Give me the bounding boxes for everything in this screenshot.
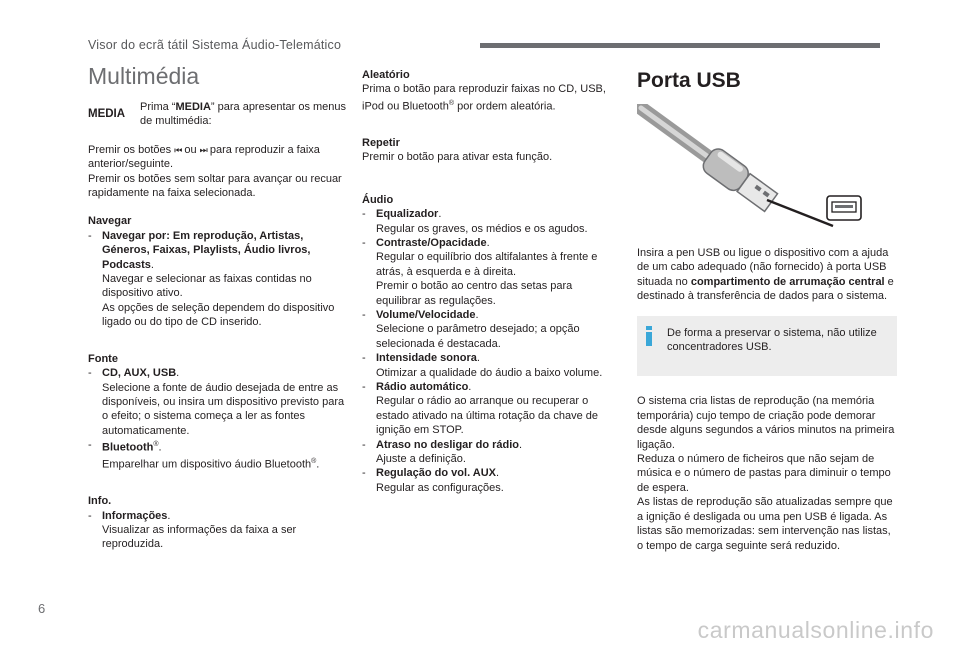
navegar-heading: Navegar — [88, 215, 132, 228]
audio-item-label: Contraste/Opacidade — [376, 236, 487, 249]
info-item-punct: . — [167, 509, 171, 522]
repetir-section — [362, 136, 618, 165]
audio-item-punct: . — [519, 438, 523, 451]
audio-item-desc: Ajuste a definição. — [376, 453, 466, 465]
usb-para-1-post: e destinado à transferência de dados para o sistema. — [637, 275, 894, 303]
fonte-item2-desc-line — [102, 455, 350, 472]
column-usb — [637, 68, 897, 553]
repetir-heading: Repetir — [362, 136, 400, 149]
audio-item — [362, 380, 618, 438]
fonte-item-bluetooth — [88, 438, 350, 472]
info-item-label: Informações — [102, 509, 168, 522]
audio-item — [362, 236, 618, 308]
audio-item-label: Volume/Velocidade — [376, 308, 476, 321]
skip-pre: Premir os botões — [88, 143, 175, 156]
skip-mid: ou — [181, 143, 200, 156]
fonte-item1-label: CD, AUX, USB — [102, 367, 177, 380]
audio-item-punct: . — [476, 352, 480, 365]
media-intro — [88, 100, 350, 129]
audio-item-label: Equalizador — [376, 208, 439, 221]
navegar-item — [88, 229, 350, 330]
info-glyph — [645, 326, 653, 346]
section-title-usb: Porta USB — [637, 69, 741, 92]
audio-item-desc: Otimizar a qualidade do áudio a baixo volume. — [376, 366, 603, 379]
navegar-item-punct: . — [150, 258, 154, 271]
list-dash: - — [88, 509, 92, 522]
repetir-text: Premir o botão para ativar esta função. — [362, 151, 553, 164]
skip-next-icon: ⏭ — [199, 144, 207, 155]
audio-item-punct: . — [468, 380, 472, 393]
audio-item-label: Atraso no desligar do rádio — [376, 438, 520, 451]
header-bar — [480, 43, 880, 48]
usb-para-4: As listas de reprodução são atualizadas sempre que a ignição é desligada ou uma pen USB é ligada. As listas são memorizadas: sem intervenção nas listas, o tempo de carga seguinte será reduzido. — [637, 496, 893, 552]
navegar-desc-1: Navegar e selecionar as faixas contidas no dispositivo ativo. — [102, 273, 312, 300]
media-text-bold: MEDIA — [175, 101, 211, 113]
list-dash: - — [362, 236, 366, 249]
list-dash: - — [88, 229, 92, 242]
info-item — [88, 509, 350, 552]
usb-para-1-pre: Insira a pen USB ou ligue o dispositivo com a ajuda de um cabo adequado (não fornecido) à porta USB situada no — [637, 247, 889, 288]
aleatorio-text-post: por ordem aleatória. — [454, 100, 556, 113]
skip-previous-icon: ⏮ — [174, 144, 182, 155]
aleatorio-heading: Aleatório — [362, 69, 410, 81]
audio-item-punct: . — [486, 236, 490, 249]
audio-item-desc: Regular os graves, os médios e os agudos. — [376, 222, 588, 235]
fonte-item1-desc: Selecione a fonte de áudio desejada de entre as disponíveis, ou insira um dispositivo previsto para o efeito; o sistema começa a ler as fontes automaticamente. — [102, 381, 345, 437]
fonte-item2-desc: Emparelhar um dispositivo áudio Bluetooth — [102, 458, 312, 471]
navegar-desc-2: As opções de seleção dependem do dispositivo ligado ou do tipo de CD inserido. — [102, 301, 335, 329]
audio-heading: Áudio — [362, 193, 394, 206]
list-dash: - — [362, 438, 366, 451]
media-text-post: ” para apresentar os menus de multimédia: — [140, 101, 347, 128]
column-settings — [362, 68, 618, 509]
usb-para-3: Reduza o número de ficheiros que não sejam de música e o número de pastas para diminuir o tempo de espera. — [637, 453, 891, 494]
audio-item-desc: Selecione o parâmetro desejado; a opção selecionada é destacada. — [376, 323, 580, 350]
info-item-desc: Visualizar as informações da faixa a ser reproduzida. — [102, 524, 297, 551]
fonte-item2-label: Bluetooth — [102, 441, 154, 454]
audio-item — [362, 466, 618, 495]
audio-item-punct: . — [438, 208, 442, 221]
audio-item-label: Regulação do vol. AUX — [376, 467, 497, 480]
audio-item-desc-2: Premir o botão ao centro das setas para equilibrar as regulações. — [376, 280, 573, 307]
aleatorio-section — [362, 68, 618, 114]
list-dash: - — [362, 352, 366, 365]
navegar-item-label: Navegar por: Em reprodução, Artistas, Géneros, Faixas, Playlists, Áudio livros, Podcasts — [102, 229, 311, 271]
fonte-item1-punct: . — [176, 367, 180, 380]
audio-item — [362, 351, 618, 380]
usb-para-1 — [637, 246, 897, 304]
usb-para-1-bold: compartimento de arrumação central — [690, 275, 885, 288]
skip-instructions — [88, 143, 350, 201]
list-dash: - — [362, 208, 366, 221]
info-heading: Info. — [88, 495, 112, 508]
column-multimedia — [88, 62, 350, 566]
page-number: 6 — [38, 601, 46, 616]
fonte-item2-desc-punct: . — [316, 458, 320, 471]
usb-illustration — [637, 104, 877, 234]
fonte-heading: Fonte — [88, 352, 118, 365]
navegar-section — [88, 214, 350, 329]
audio-item — [362, 438, 618, 467]
audio-item-label: Intensidade sonora — [376, 352, 477, 365]
list-dash: - — [88, 367, 92, 380]
skip-post: para reproduzir a faixa anterior/seguinte. — [88, 143, 320, 171]
audio-item-punct: . — [475, 308, 479, 321]
list-dash: - — [362, 380, 366, 393]
media-text-pre: Prima “ — [140, 101, 176, 113]
audio-item-label: Rádio automático — [376, 380, 469, 393]
page-header-title: Visor do ecrã tátil Sistema Áudio-Telemático — [88, 38, 342, 52]
audio-item-desc: Regular o equilíbrio dos altifalantes à frente e atrás, à esquerda e à direita. — [376, 251, 598, 278]
fonte-item2-reg: ® — [153, 441, 159, 449]
aleatorio-text-pre: Prima o botão para reproduzir faixas no CD, USB, iPod ou Bluetooth — [362, 83, 606, 113]
audio-item-desc: Regular o rádio ao arranque ou recuperar o estado ativado na última rotação da chave de ignição em STOP. — [376, 395, 598, 437]
fonte-item-sources — [88, 366, 350, 438]
media-button-label: MEDIA — [88, 108, 126, 120]
aleatorio-reg: ® — [448, 99, 455, 107]
audio-item-punct: . — [496, 467, 500, 480]
skip-text — [88, 143, 350, 172]
seek-text: Premir os botões sem soltar para avançar ou recuar rapidamente na faixa selecionada. — [88, 172, 342, 200]
info-icon — [645, 326, 653, 349]
media-intro-text — [140, 100, 350, 129]
info-section — [88, 494, 350, 552]
watermark: carmanualsonline.info — [697, 617, 934, 643]
audio-item — [362, 308, 618, 351]
fonte-item2-desc-reg: ® — [311, 458, 317, 466]
fonte-item2-punct: . — [158, 441, 162, 454]
list-dash: - — [88, 439, 92, 452]
section-title-multimedia: Multimédia — [88, 63, 200, 89]
audio-item-desc: Regular as configurações. — [376, 481, 504, 494]
aleatorio-text — [362, 82, 618, 113]
audio-item — [362, 207, 618, 236]
info-note-box — [637, 316, 897, 377]
info-note-text: De forma a preservar o sistema, não utilize concentradores USB. — [667, 326, 877, 354]
list-dash: - — [362, 467, 366, 480]
audio-section — [362, 193, 618, 496]
usb-para-2: O sistema cria listas de reprodução (na memória temporária) cujo tempo de criação pode demorar desde alguns segundos a vários minutos na primeira ligação. — [637, 395, 895, 451]
list-dash: - — [362, 308, 366, 321]
fonte-section — [88, 352, 350, 473]
usb-plug-icon — [637, 104, 877, 234]
